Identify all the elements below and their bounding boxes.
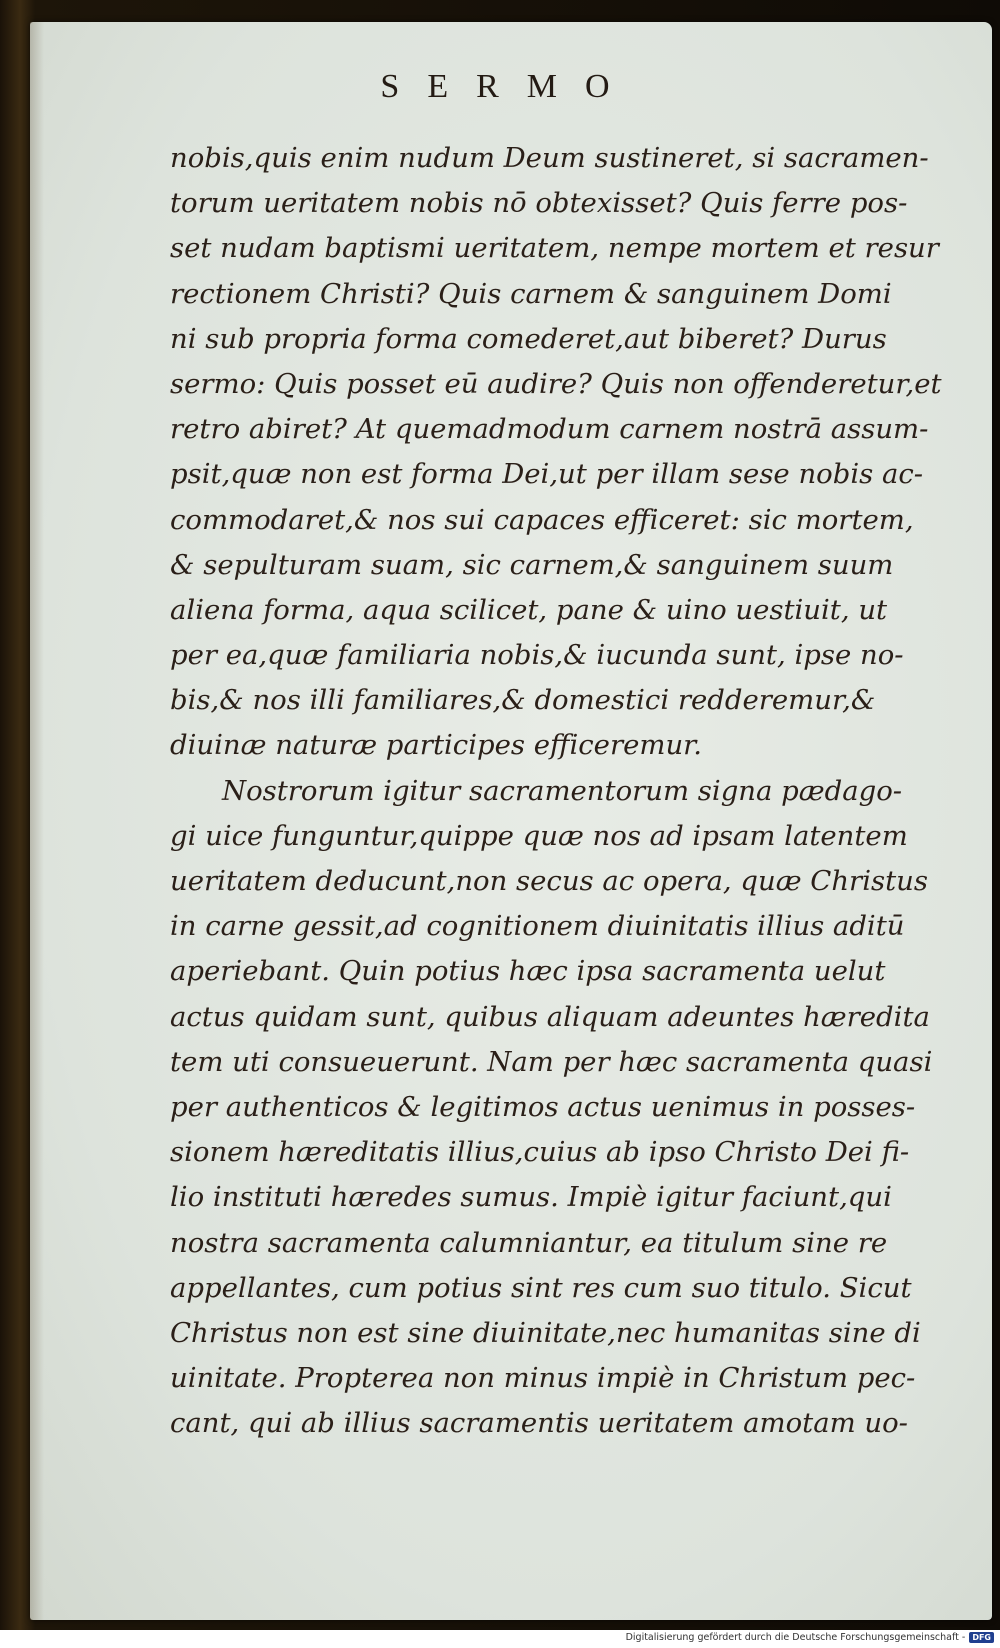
text-line: tem uti consueuerunt. Nam per hæc sacramenta quasi [170, 1045, 933, 1078]
text-line: & sepulturam suam, sic carnem,& sanguinem suum [170, 548, 894, 581]
text-line: in carne gessit,ad cognitionem diuinitatis illius aditū [170, 910, 905, 943]
text-line: cant, qui ab illius sacramentis ueritatem amotam uo- [170, 1407, 908, 1440]
text-line: nobis,quis enim nudum Deum sustineret, si sacramen- [170, 142, 929, 174]
text-line: retro abiret? At quemadmodum carnem nostrā assum- [170, 413, 929, 446]
text-line: rectionem Christi? Quis carnem & sanguinem Domi [170, 277, 892, 310]
text-line: uinitate. Propterea non minus impiè in Christum pec- [170, 1362, 916, 1395]
digitization-credit [626, 1632, 994, 1643]
text-line: sionem hæreditatis illius,cuius ab ipso Christo Dei fi- [170, 1136, 910, 1169]
text-line: Christus non est sine diuinitate,nec humanitas sine di [170, 1316, 921, 1349]
text-line: diuinæ naturæ participes efficeremur. [170, 729, 703, 762]
paragraph-start-line: Nostrorum igitur sacramentorum signa pædago- [222, 774, 903, 807]
text-line: actus quidam sunt, quibus aliquam adeuntes hæredita [170, 1000, 930, 1033]
text-line: set nudam baptismi ueritatem, nempe mortem et resur [170, 232, 939, 265]
text-line: per authenticos & legitimos actus uenimus in posses- [170, 1090, 916, 1123]
text-line: aperiebant. Quin potius hæc ipsa sacramenta uelut [170, 955, 886, 988]
text-line: bis,& nos illi familiares,& domestici redderemur,& [170, 684, 876, 717]
running-head: SERMO [380, 68, 638, 105]
page-gutter-shadow [30, 22, 44, 1620]
text-line: commodaret,& nos sui capaces efficeret: sic mortem, [170, 503, 914, 536]
text-line: psit,quæ non est forma Dei,ut per illam sese nobis ac- [170, 458, 924, 491]
text-line: gi uice funguntur,quippe quæ nos ad ipsam latentem [170, 819, 908, 852]
text-line: nostra sacramenta calumniantur, ea titulum sine re [170, 1226, 888, 1259]
text-line: aliena forma, aqua scilicet, pane & uino uestiuit, ut [170, 593, 888, 626]
text-line: appellantes, cum potius sint res cum suo titulo. Sicut [170, 1271, 912, 1304]
text-line: per ea,quæ familiaria nobis,& iucunda sunt, ipse no- [170, 639, 904, 672]
text-line: ni sub propria forma comederet,aut biberet? Durus [170, 322, 887, 355]
dfg-logo: DFG [969, 1632, 994, 1643]
text-line: sermo: Quis posset eū audire? Quis non offenderetur,et [170, 367, 942, 400]
credit-text: Digitalisierung gefördert durch die Deutsche Forschungsgemeinschaft - [625, 1632, 966, 1643]
text-line: torum ueritatem nobis nō obtexisset? Quis ferre pos- [170, 187, 908, 220]
body-text [170, 136, 942, 1446]
text-line: ueritatem deducunt,non secus ac opera, quæ Christus [170, 865, 928, 897]
text-line: lio instituti hæredes sumus. Impiè igitur faciunt,qui [170, 1181, 892, 1214]
